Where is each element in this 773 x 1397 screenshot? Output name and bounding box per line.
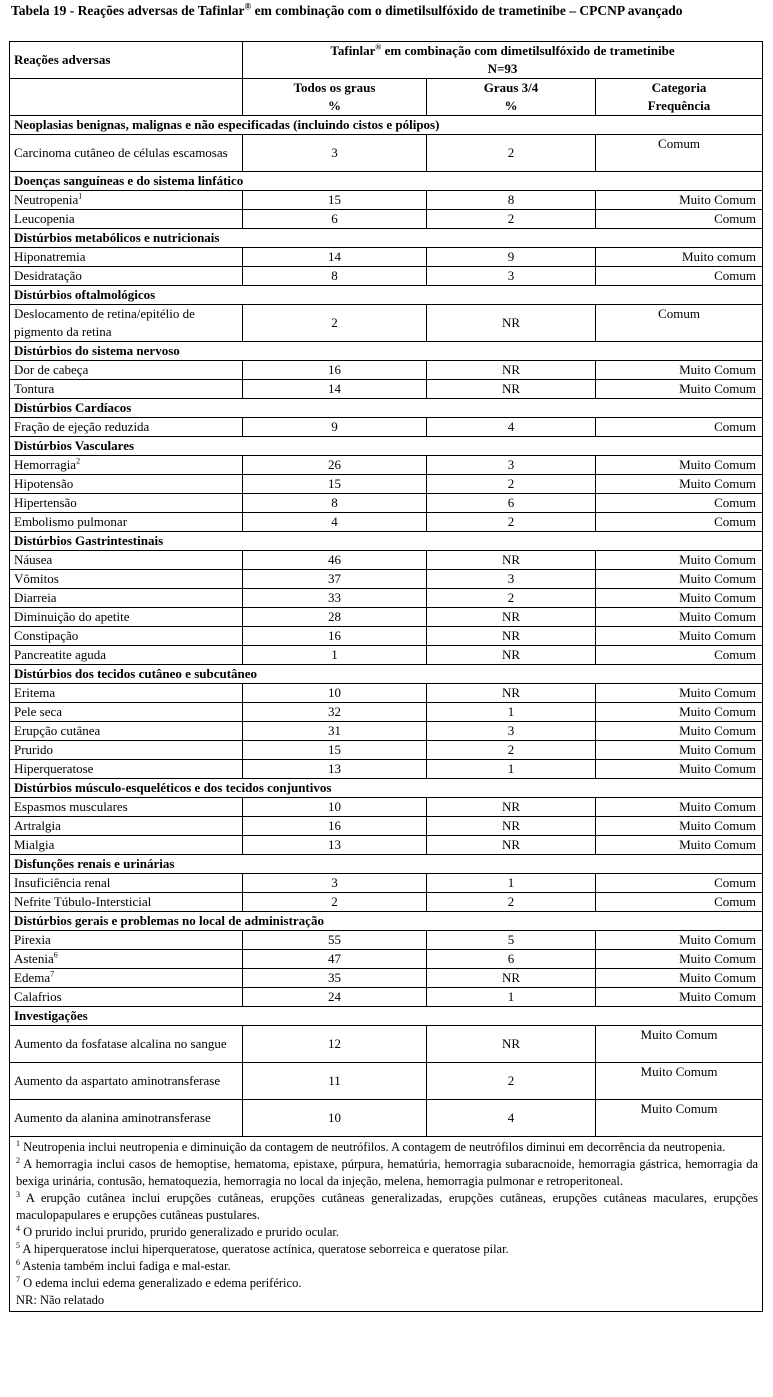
all-grades-value: 2 [243, 305, 427, 342]
table-row [10, 874, 763, 893]
all-grades-value: 14 [243, 380, 427, 399]
frequency-category: Muito Comum [596, 741, 763, 760]
reaction-name: Edema [14, 970, 51, 985]
grade-3-4-value: NR [427, 305, 596, 342]
reaction-name-cell [10, 1063, 243, 1100]
footnote [16, 1258, 758, 1275]
all-grades-value: 16 [243, 627, 427, 646]
frequency-category: Muito Comum [596, 1063, 763, 1100]
reaction-name: Aumento da fosfatase alcalina no sangue [14, 1036, 227, 1051]
reaction-name-cell [10, 305, 243, 342]
table-title [11, 3, 763, 19]
table-row [10, 969, 763, 988]
reaction-name: Espasmos musculares [14, 799, 128, 814]
frequency-category: Comum [596, 494, 763, 513]
table-row [10, 361, 763, 380]
grade-3-4-value: NR [427, 608, 596, 627]
footnote-marker: 1 [78, 191, 83, 201]
all-grades-value: 32 [243, 703, 427, 722]
table-row [10, 703, 763, 722]
section-title: Investigações [10, 1007, 763, 1026]
table-footnotes [10, 1137, 763, 1312]
frequency-category: Muito Comum [596, 589, 763, 608]
reaction-name-cell [10, 817, 243, 836]
grade-3-4-value: 2 [427, 135, 596, 172]
grade-3-4-value: 2 [427, 741, 596, 760]
table-row [10, 570, 763, 589]
reaction-name: Nefrite Túbulo-Intersticial [14, 894, 152, 909]
reaction-name-cell [10, 267, 243, 286]
grade-3-4-value: 4 [427, 1100, 596, 1137]
table-row [10, 722, 763, 741]
all-grades-value: 46 [243, 551, 427, 570]
reaction-name: Mialgia [14, 837, 55, 852]
reaction-name-cell [10, 380, 243, 399]
frequency-category: Comum [596, 513, 763, 532]
reaction-name: Aumento da aspartato aminotransferase [14, 1073, 221, 1088]
table-header [10, 42, 763, 116]
frequency-category: Comum [596, 646, 763, 665]
all-grades-value: 8 [243, 494, 427, 513]
column-header-frequency: Categoria Frequência [596, 79, 763, 116]
reaction-name: Náusea [14, 552, 53, 567]
all-grades-value: 47 [243, 950, 427, 969]
footnote [16, 1139, 758, 1156]
frequency-category: Muito Comum [596, 551, 763, 570]
all-grades-value: 15 [243, 191, 427, 210]
footnotes-cell [10, 1137, 763, 1312]
section-header-row [10, 172, 763, 191]
grade-3-4-value: NR [427, 646, 596, 665]
reaction-name: Vômitos [14, 571, 59, 586]
grade-3-4-value: 2 [427, 513, 596, 532]
reaction-name-cell [10, 741, 243, 760]
reaction-name-cell [10, 722, 243, 741]
all-grades-value: 8 [243, 267, 427, 286]
grade-3-4-value: 6 [427, 950, 596, 969]
section-title: Neoplasias benignas, malignas e não especificadas (incluindo cistos e pólipos) [10, 116, 763, 135]
reaction-name: Pancreatite aguda [14, 647, 107, 662]
reaction-name: Prurido [14, 742, 53, 757]
reaction-name: Hemorragia [14, 457, 77, 472]
table-row [10, 684, 763, 703]
footnote-text: Astenia também inclui fadiga e mal-estar. [20, 1259, 231, 1273]
grade-3-4-value: NR [427, 836, 596, 855]
frequency-category: Muito Comum [596, 722, 763, 741]
reaction-name-cell [10, 874, 243, 893]
reaction-name: Astenia [14, 951, 54, 966]
all-grades-value: 31 [243, 722, 427, 741]
grade-3-4-value: 3 [427, 456, 596, 475]
all-grades-value: 9 [243, 418, 427, 437]
reaction-name-cell [10, 608, 243, 627]
footnote [16, 1190, 758, 1224]
table-row [10, 210, 763, 229]
reaction-name-cell [10, 475, 243, 494]
grade-3-4-value: 2 [427, 475, 596, 494]
frequency-category: Muito Comum [596, 361, 763, 380]
reaction-name-cell [10, 893, 243, 912]
all-grades-value: 24 [243, 988, 427, 1007]
footnote-text: A hiperqueratose inclui hiperqueratose, queratose actínica, queratose seborreica e queratose pilar. [20, 1242, 509, 1256]
section-header-row [10, 116, 763, 135]
all-grades-value: 37 [243, 570, 427, 589]
reaction-name: Eritema [14, 685, 56, 700]
reaction-name: Diarreia [14, 590, 57, 605]
all-grades-value: 10 [243, 1100, 427, 1137]
frequency-category: Muito Comum [596, 931, 763, 950]
grade-3-4-value: 2 [427, 589, 596, 608]
table-body [10, 116, 763, 1137]
section-title: Distúrbios oftalmológicos [10, 286, 763, 305]
frequency-category: Muito Comum [596, 988, 763, 1007]
section-header-row [10, 912, 763, 931]
frequency-category: Muito Comum [596, 1100, 763, 1137]
table-row [10, 1026, 763, 1063]
reaction-name-cell [10, 570, 243, 589]
table-row [10, 817, 763, 836]
reaction-name: Dor de cabeça [14, 362, 89, 377]
frequency-category: Comum [596, 210, 763, 229]
grade-3-4-value: 3 [427, 570, 596, 589]
footnote-text: NR: Não relatado [16, 1293, 105, 1307]
section-header-row [10, 399, 763, 418]
footnote-marker: 2 [76, 456, 81, 466]
footnote-number: 4 [16, 1223, 20, 1233]
all-grades-value: 13 [243, 836, 427, 855]
footnote-text: O prurido inclui prurido, prurido generalizado e prurido ocular. [20, 1225, 340, 1239]
table-row [10, 551, 763, 570]
frequency-category: Comum [596, 267, 763, 286]
frequency-category: Muito Comum [596, 608, 763, 627]
all-grades-value: 55 [243, 931, 427, 950]
footnote-text: Neutropenia inclui neutropenia e diminuição da contagem de neutrófilos. A contagem de neutrófilos diminui em decorrência da neutropenia. [20, 1140, 726, 1154]
footnote-number: 2 [16, 1155, 20, 1165]
footnote [16, 1275, 758, 1292]
table-row [10, 741, 763, 760]
grade-3-4-value: 1 [427, 874, 596, 893]
grade-3-4-value: 8 [427, 191, 596, 210]
section-title: Disfunções renais e urinárias [10, 855, 763, 874]
footnote-text: A erupção cutânea inclui erupções cutâneas, erupções cutâneas generalizadas, erupções cutâneas, erupções cutâneas maculares, erupções maculopapulares e erupções cutâneas pustulares. [16, 1191, 758, 1222]
grade-3-4-value: NR [427, 817, 596, 836]
grade-3-4-value: 4 [427, 418, 596, 437]
table-row [10, 135, 763, 172]
footnote [16, 1241, 758, 1258]
frequency-category: Muito Comum [596, 1026, 763, 1063]
all-grades-value: 15 [243, 741, 427, 760]
grade-3-4-value: NR [427, 798, 596, 817]
footnote [16, 1156, 758, 1190]
grade-3-4-value: NR [427, 684, 596, 703]
all-grades-value: 13 [243, 760, 427, 779]
reaction-name-cell [10, 418, 243, 437]
frequency-category: Comum [596, 418, 763, 437]
footnote-number: 3 [16, 1189, 20, 1199]
frequency-category: Muito Comum [596, 817, 763, 836]
reaction-name: Erupção cutânea [14, 723, 101, 738]
all-grades-value: 11 [243, 1063, 427, 1100]
table-row [10, 191, 763, 210]
title-text-rest: em combinação com o dimetilsulfóxido de trametinibe – CPCNP avançado [251, 3, 683, 18]
all-grades-value: 28 [243, 608, 427, 627]
reaction-name-cell [10, 135, 243, 172]
grade-3-4-value: NR [427, 361, 596, 380]
frequency-category: Muito Comum [596, 760, 763, 779]
all-grades-value: 15 [243, 475, 427, 494]
reaction-name-cell [10, 950, 243, 969]
reaction-name: Diminuição do apetite [14, 609, 130, 624]
reaction-name: Leucopenia [14, 211, 75, 226]
table-row [10, 836, 763, 855]
reaction-name: Hipotensão [14, 476, 74, 491]
reaction-name-cell [10, 513, 243, 532]
reaction-name-cell [10, 589, 243, 608]
reaction-name-cell [10, 248, 243, 267]
footnote-text: A hemorragia inclui casos de hemoptise, hematoma, epistaxe, púrpura, hematúria, hemorragia subaracnoide, hemorragia gástrica, hemorragia da bexiga urinária, contusão, hematoquezia, hemorragia no local da injeção, melena, hemorragia pulmonar e retroperitoneal. [16, 1157, 758, 1188]
reaction-name-cell [10, 191, 243, 210]
reaction-name-cell [10, 210, 243, 229]
table-row [10, 646, 763, 665]
all-grades-value: 16 [243, 361, 427, 380]
frequency-category: Comum [596, 305, 763, 342]
reaction-name-cell [10, 931, 243, 950]
section-header-row [10, 342, 763, 361]
grade-3-4-value: 2 [427, 1063, 596, 1100]
reaction-name: Hiponatremia [14, 249, 86, 264]
grade-3-4-value: NR [427, 551, 596, 570]
frequency-category: Muito comum [596, 248, 763, 267]
grade-3-4-value: 5 [427, 931, 596, 950]
column-header-all-grades: Todos os graus % [243, 79, 427, 116]
reaction-name-cell [10, 551, 243, 570]
reaction-name-cell [10, 456, 243, 475]
all-grades-value: 6 [243, 210, 427, 229]
table-row [10, 248, 763, 267]
frequency-category: Muito Comum [596, 969, 763, 988]
grade-3-4-value: NR [427, 627, 596, 646]
grade-3-4-value: NR [427, 969, 596, 988]
all-grades-value: 10 [243, 798, 427, 817]
table-row [10, 1100, 763, 1137]
all-grades-value: 16 [243, 817, 427, 836]
column-header-grades-3-4: Graus 3/4 % [427, 79, 596, 116]
all-grades-value: 2 [243, 893, 427, 912]
grade-3-4-value: 3 [427, 267, 596, 286]
section-header-row [10, 286, 763, 305]
table-row [10, 494, 763, 513]
table-row [10, 627, 763, 646]
all-grades-value: 10 [243, 684, 427, 703]
grade-3-4-value: 6 [427, 494, 596, 513]
frequency-category: Muito Comum [596, 684, 763, 703]
table-row [10, 513, 763, 532]
reaction-name: Pirexia [14, 932, 51, 947]
frequency-category: Comum [596, 874, 763, 893]
all-grades-value: 3 [243, 874, 427, 893]
reaction-name-cell [10, 703, 243, 722]
adverse-reactions-table [9, 41, 763, 1312]
grade-3-4-value: 1 [427, 703, 596, 722]
section-title: Doenças sanguíneas e do sistema linfático [10, 172, 763, 191]
table-row [10, 456, 763, 475]
frequency-category: Muito Comum [596, 191, 763, 210]
reaction-name: Tontura [14, 381, 55, 396]
column-group-header: Tafinlar® em combinação com dimetilsulfóxido de trametinibe N=93 [243, 42, 763, 79]
reaction-name: Deslocamento de retina/epitélio de pigmento da retina [14, 306, 195, 339]
grade-3-4-value: 3 [427, 722, 596, 741]
all-grades-value: 3 [243, 135, 427, 172]
reaction-name-cell [10, 1100, 243, 1137]
grade-3-4-value: NR [427, 380, 596, 399]
all-grades-value: 26 [243, 456, 427, 475]
footnote-marker: 7 [50, 969, 55, 979]
grade-3-4-value: NR [427, 1026, 596, 1063]
section-header-row [10, 437, 763, 456]
all-grades-value: 33 [243, 589, 427, 608]
section-header-row [10, 855, 763, 874]
section-header-row [10, 1007, 763, 1026]
grade-3-4-value: 1 [427, 760, 596, 779]
table-row [10, 267, 763, 286]
footnote-number: 1 [16, 1138, 20, 1148]
footnote-number: 6 [16, 1257, 20, 1267]
reaction-name-cell [10, 798, 243, 817]
table-row [10, 589, 763, 608]
footnote-marker: 6 [53, 950, 58, 960]
reaction-name-cell [10, 494, 243, 513]
title-text: Tabela 19 - Reações adversas de Tafinlar [11, 3, 245, 18]
section-title: Distúrbios dos tecidos cutâneo e subcutâneo [10, 665, 763, 684]
reaction-name-cell [10, 988, 243, 1007]
section-title: Distúrbios metabólicos e nutricionais [10, 229, 763, 248]
grade-3-4-value: 2 [427, 893, 596, 912]
table-row [10, 1063, 763, 1100]
section-title: Distúrbios Cardíacos [10, 399, 763, 418]
grade-3-4-value: 2 [427, 210, 596, 229]
section-title: Distúrbios Vasculares [10, 437, 763, 456]
reaction-name-cell [10, 760, 243, 779]
section-header-row [10, 532, 763, 551]
footnote-text: O edema inclui edema generalizado e edema periférico. [20, 1276, 302, 1290]
frequency-category: Comum [596, 893, 763, 912]
reaction-name: Artralgia [14, 818, 61, 833]
reaction-name-cell [10, 684, 243, 703]
section-title: Distúrbios do sistema nervoso [10, 342, 763, 361]
population-size: N=93 [487, 61, 518, 76]
table-row [10, 608, 763, 627]
section-title: Distúrbios gerais e problemas no local de administração [10, 912, 763, 931]
section-title: Distúrbios músculo-esqueléticos e dos tecidos conjuntivos [10, 779, 763, 798]
frequency-category: Muito Comum [596, 703, 763, 722]
table-row [10, 893, 763, 912]
reaction-name-cell [10, 836, 243, 855]
all-grades-value: 4 [243, 513, 427, 532]
reaction-name-cell [10, 969, 243, 988]
column-header-reactions: Reações adversas [10, 42, 243, 79]
reaction-name: Desidratação [14, 268, 82, 283]
reaction-name: Insuficiência renal [14, 875, 111, 890]
table-row [10, 418, 763, 437]
all-grades-value: 35 [243, 969, 427, 988]
section-header-row [10, 779, 763, 798]
table-row [10, 950, 763, 969]
reaction-name-cell [10, 361, 243, 380]
reaction-name: Neutropenia [14, 192, 79, 207]
reaction-name: Pele seca [14, 704, 63, 719]
reaction-name-cell [10, 1026, 243, 1063]
section-header-row [10, 665, 763, 684]
grade-3-4-value: 1 [427, 988, 596, 1007]
frequency-category: Comum [596, 135, 763, 172]
table-row [10, 798, 763, 817]
all-grades-value: 12 [243, 1026, 427, 1063]
empty-header-cell [10, 79, 243, 116]
footnote-number: 5 [16, 1240, 20, 1250]
section-title: Distúrbios Gastrintestinais [10, 532, 763, 551]
footnote [16, 1292, 758, 1309]
table-row [10, 931, 763, 950]
footnote [16, 1224, 758, 1241]
frequency-category: Muito Comum [596, 380, 763, 399]
all-grades-value: 14 [243, 248, 427, 267]
registered-mark: ® [244, 1, 252, 12]
table-row [10, 475, 763, 494]
frequency-category: Muito Comum [596, 570, 763, 589]
reaction-name-cell [10, 646, 243, 665]
frequency-category: Muito Comum [596, 456, 763, 475]
frequency-category: Muito Comum [596, 475, 763, 494]
frequency-category: Muito Comum [596, 950, 763, 969]
table-row [10, 305, 763, 342]
all-grades-value: 1 [243, 646, 427, 665]
reaction-name: Calafrios [14, 989, 62, 1004]
frequency-category: Muito Comum [596, 798, 763, 817]
reaction-name: Aumento da alanina aminotransferase [14, 1110, 211, 1125]
reaction-name: Constipação [14, 628, 79, 643]
reaction-name: Carcinoma cutâneo de células escamosas [14, 145, 228, 160]
frequency-category: Muito Comum [596, 627, 763, 646]
grade-3-4-value: 9 [427, 248, 596, 267]
table-row [10, 380, 763, 399]
table-row [10, 988, 763, 1007]
reaction-name-cell [10, 627, 243, 646]
frequency-category: Muito Comum [596, 836, 763, 855]
reaction-name: Hipertensão [14, 495, 77, 510]
footnote-number: 7 [16, 1274, 20, 1284]
reaction-name: Embolismo pulmonar [14, 514, 128, 529]
table-row [10, 760, 763, 779]
reaction-name: Fração de ejeção reduzida [14, 419, 150, 434]
reaction-name: Hiperqueratose [14, 761, 94, 776]
section-header-row [10, 229, 763, 248]
